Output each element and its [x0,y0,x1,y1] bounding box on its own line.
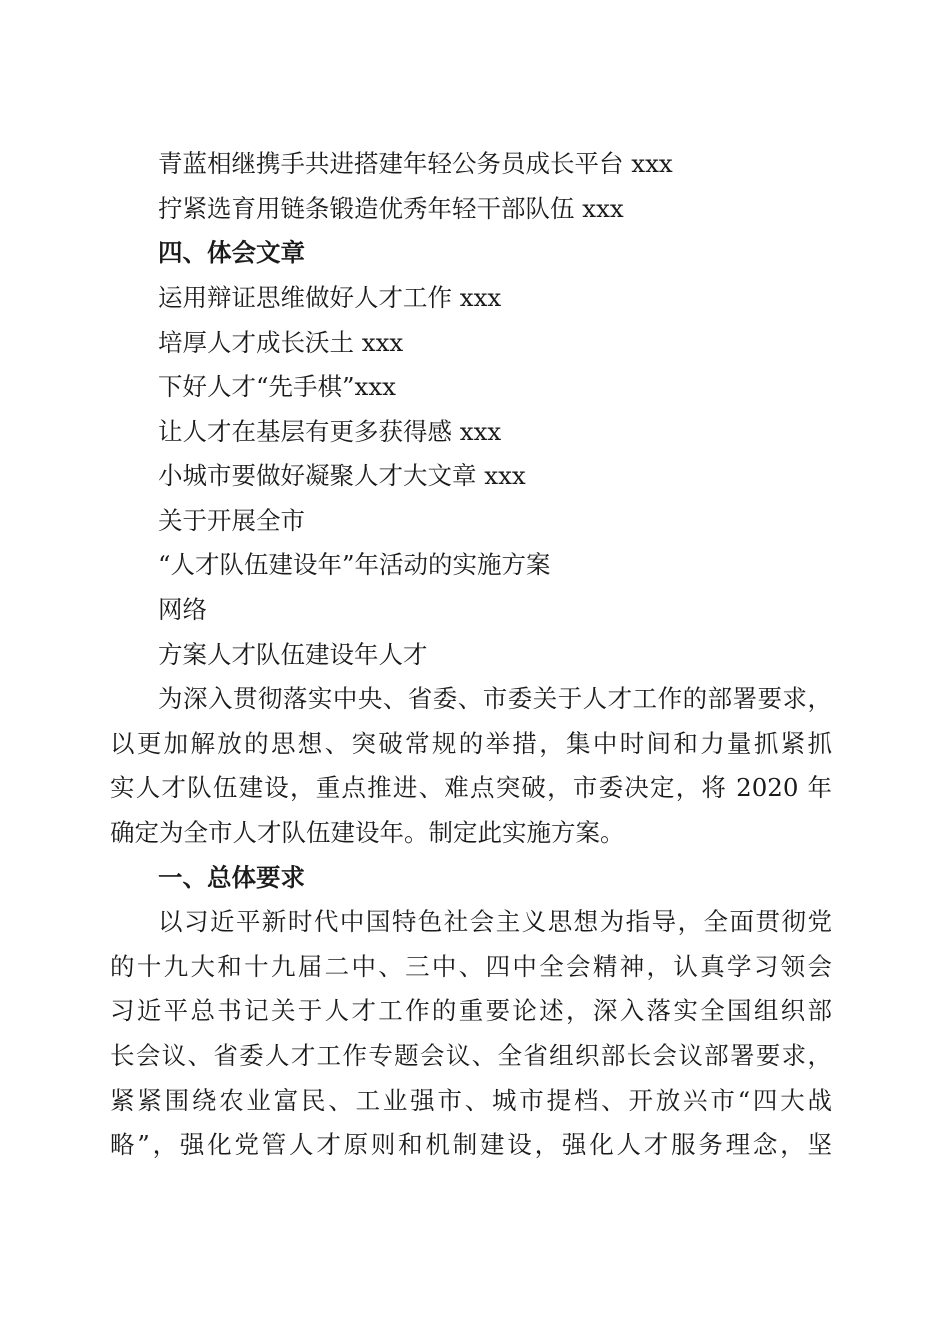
paragraph-line: 习近平总书记关于人才工作的重要论述，深入落实全国组织部 [110,996,832,1025]
list-item: 下好人才“先手棋”xxx [158,372,397,401]
section-heading: 一、总体要求 [158,863,305,892]
list-item: 让人才在基层有更多获得感 xxx [158,417,502,446]
list-item: 培厚人才成长沃土 xxx [158,328,404,357]
paragraph-line: 以更加解放的思想、突破常规的举措，集中时间和力量抓紧抓 [110,729,832,758]
paragraph-line: 确定为全市人才队伍建设年。制定此实施方案。 [110,818,625,847]
section-heading: 四、体会文章 [158,238,305,267]
paragraph-line: 实人才队伍建设，重点推进、难点突破，市委决定，将 2020 年 [110,773,832,802]
title-line: “人才队伍建设年”年活动的实施方案 [158,550,551,579]
list-item: 运用辩证思维做好人才工作 xxx [158,283,502,312]
list-item: 小城市要做好凝聚人才大文章 xxx [158,461,526,490]
paragraph-line: 为深入贯彻落实中央、省委、市委关于人才工作的部署要求， [158,684,832,713]
paragraph-line: 长会议、省委人才工作专题会议、全省组织部长会议部署要求， [110,1041,832,1070]
paragraph-line: 以习近平新时代中国特色社会主义思想为指导，全面贯彻党 [158,907,832,936]
source-line: 网络 [158,595,207,624]
title-line: 关于开展全市 [158,506,305,535]
paragraph-line: 略”，强化党管人才原则和机制建设，强化人才服务理念，坚 [110,1130,832,1159]
keywords-line: 方案人才队伍建设年人才 [158,640,428,669]
paragraph-line: 紧紧围绕农业富民、工业强市、城市提档、开放兴市“四大战 [110,1086,832,1115]
list-item: 青蓝相继携手共进搭建年轻公务员成长平台 xxx [158,149,673,178]
paragraph-line: 的十九大和十九届二中、三中、四中全会精神，认真学习领会 [110,952,832,981]
list-item: 拧紧选育用链条锻造优秀年轻干部队伍 xxx [158,194,624,223]
